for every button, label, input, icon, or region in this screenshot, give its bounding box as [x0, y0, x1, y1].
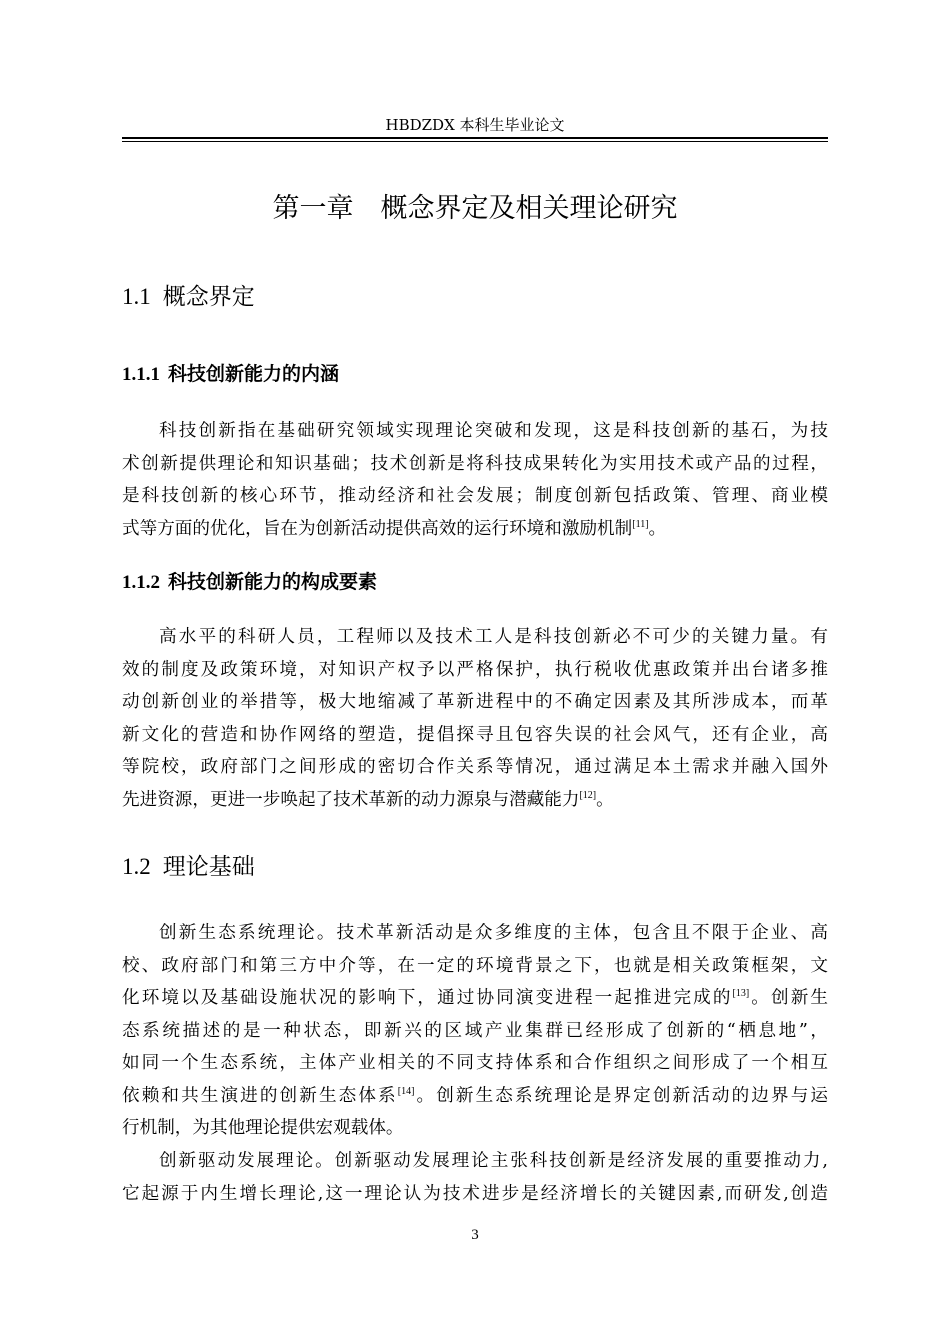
section-heading-1-2 [122, 852, 255, 882]
citation: [13] [732, 988, 750, 1000]
paragraph-line: 创新驱动发展理论。创新驱动发展理论主张科技创新是经济发展的重要推动力, [159, 1151, 828, 1171]
paragraph-line: 是科技创新的核心环节，推动经济和社会发展；制度创新包括政策、管理、商业模 [122, 486, 828, 506]
citation: [11] [632, 518, 649, 530]
citation: [14] [397, 1085, 415, 1097]
page-number: 3 [471, 1227, 479, 1243]
paragraph-line: 科技创新指在基础研究领域实现理论突破和发现，这是科技创新的基石，为技 [159, 421, 828, 441]
paragraph-1 [122, 415, 828, 545]
paragraph-line: 效的制度及政策环境，对知识产权予以严格保护，执行税收优惠政策并出台诸多推 [122, 659, 828, 680]
paragraph-3 [122, 917, 828, 1145]
line-end: 。 [596, 789, 614, 810]
section-title-text: 概念界定 [162, 284, 255, 310]
paragraph-line: 高水平的科研人员，工程师以及技术工人是科技创新必不可少的关键力量。有 [159, 627, 828, 647]
subsection-number: 1.1.2 [122, 572, 160, 593]
paragraph-line: 等院校，政府部门之间形成的密切合作关系等情况，通过满足本土需求并融入国外 [122, 757, 828, 777]
subsection-heading-1-1-1 [122, 362, 339, 387]
paragraph-line [122, 513, 828, 546]
paragraph-line: 新文化的营造和协作网络的塑造，提倡探寻且包容失误的社会风气，还有企业，高 [122, 724, 828, 745]
paragraph-line: 行机制，为其他理论提供宏观载体。 [122, 1118, 404, 1138]
section-heading-1-1 [122, 282, 255, 312]
line-end: 。 [648, 518, 667, 539]
paragraph-line [122, 784, 828, 817]
line-text: 。创新生态系统理论是界定创新活动的边界与运 [414, 1085, 828, 1106]
section-number: 1.1 [122, 284, 151, 309]
line-text: 先进资源，更进一步唤起了技术革新的动力源泉与潜藏能力 [122, 789, 580, 810]
line-text: 式等方面的优化，旨在为创新活动提供高效的运行环境和激励机制 [122, 518, 633, 539]
paragraph-line: 术创新提供理论和知识基础；技术创新是将科技成果转化为实用技术或产品的过程， [122, 453, 828, 474]
paragraph-line: 它起源于内生增长理论,这一理论认为技术进步是经济增长的关键因素,而研发,创造 [122, 1183, 828, 1204]
subsection-title-text: 科技创新能力的构成要素 [168, 571, 378, 593]
line-text: 。创新生 [749, 988, 828, 1008]
chapter-title: 第一章 概念界定及相关理论研究 [272, 193, 678, 224]
line-text: 化环境以及基础设施状况的影响下，通过协同演变进程一起推进完成的 [122, 988, 733, 1008]
running-header: HBDZDX 本科生毕业论文 [385, 116, 565, 134]
section-title-text: 理论基础 [162, 854, 255, 880]
paragraph-line [122, 1080, 828, 1113]
paragraph-line: 动创新创业的举措等，极大地缩减了革新进程中的不确定因素及其所涉成本，而革 [122, 692, 828, 712]
paragraph-line: 如同一个生态系统，主体产业相关的不同支持体系和合作组织之间形成了一个相互 [122, 1053, 828, 1073]
subsection-title-text: 科技创新能力的内涵 [168, 363, 340, 385]
header-rule-thick [122, 137, 828, 139]
paragraph-line: 创新生态系统理论。技术革新活动是众多维度的主体，包含且不限于企业、高 [159, 923, 828, 943]
section-number: 1.2 [122, 854, 151, 879]
paragraph-4 [122, 1145, 828, 1210]
line-text: 依赖和共生演进的创新生态体系 [122, 1085, 398, 1106]
paragraph-line: 态系统描述的是一种状态，即新兴的区域产业集群已经形成了创新的“栖息地”， [122, 1020, 828, 1041]
paragraph-2 [122, 621, 828, 816]
subsection-number: 1.1.1 [122, 364, 160, 385]
paragraph-line [122, 982, 828, 1015]
subsection-heading-1-1-2 [122, 570, 377, 595]
header-rule-thin [122, 141, 828, 142]
citation: [12] [579, 789, 597, 801]
paragraph-line: 校、政府部门和第三方中介等，在一定的环境背景之下，也就是相关政策框架，文 [122, 955, 828, 976]
